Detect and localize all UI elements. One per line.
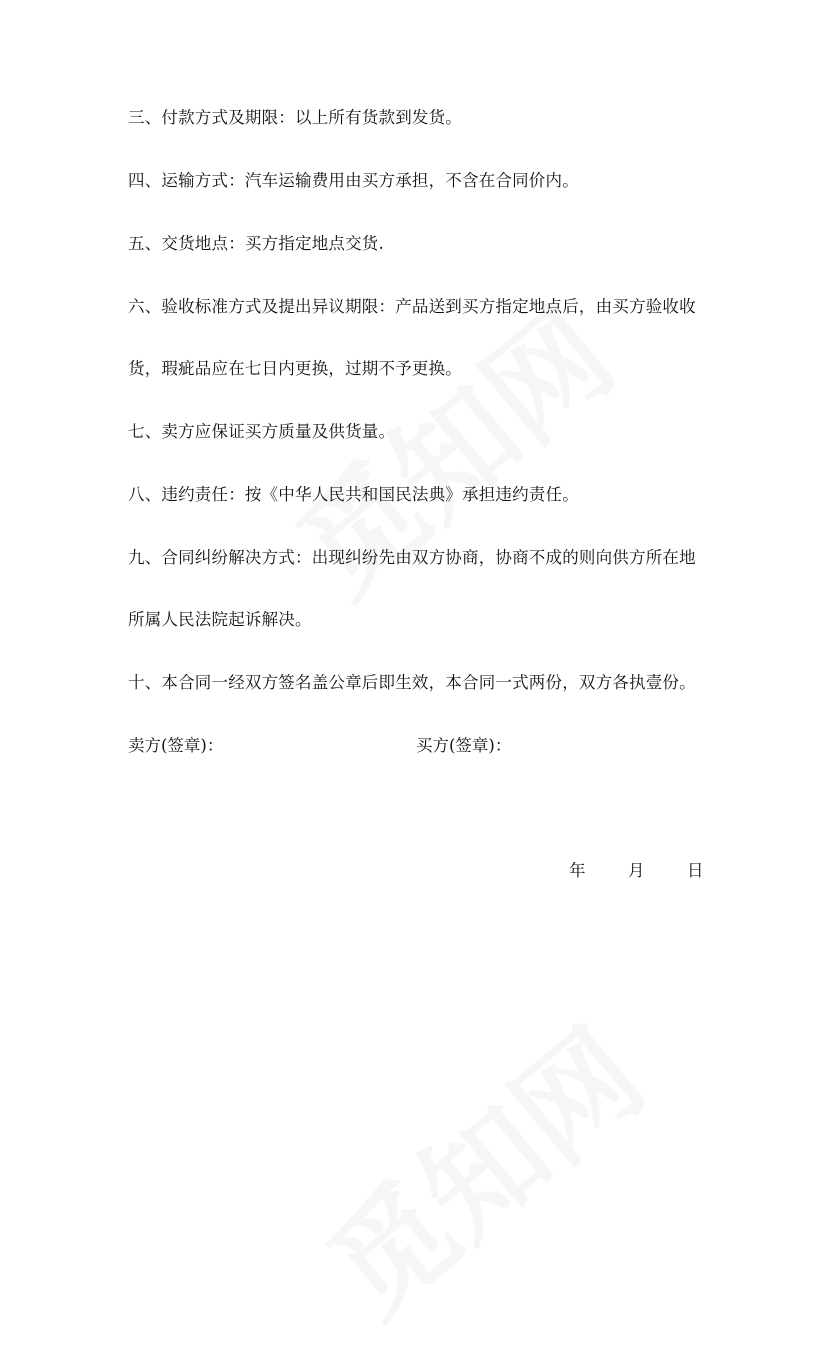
watermark <box>257 264 643 627</box>
clause-acceptance-line-2: 货，瑕疵品应在七日内更换，过期不予更换。 <box>128 359 462 378</box>
seller-signature-label: 卖方(签章)： <box>128 736 224 755</box>
clause-quality: 七、卖方应保证买方质量及供货量。 <box>128 422 396 441</box>
clause-effect: 十、本合同一经双方签名盖公章后即生效，本合同一式两份，双方各执壹份。 <box>128 673 696 692</box>
clause-transport: 四、运输方式：汽车运输费用由买方承担，不含在合同价内。 <box>128 171 579 190</box>
date-year-label: 年 <box>569 861 586 880</box>
date-day-label: 日 <box>687 861 704 880</box>
clause-delivery-place: 五、交货地点：买方指定地点交货. <box>128 234 384 253</box>
date-month-label: 月 <box>628 861 645 880</box>
clause-acceptance-line-1: 六、验收标准方式及提出异议期限：产品送到买方指定地点后，由买方验收收 <box>128 297 696 316</box>
watermark <box>287 984 673 1347</box>
clause-payment: 三、付款方式及期限：以上所有货款到发货。 <box>128 108 462 127</box>
buyer-signature-label: 买方(签章)： <box>416 736 512 755</box>
clause-dispute-line-2: 所属人民法院起诉解决。 <box>128 610 312 629</box>
clause-liability: 八、违约责任：按《中华人民共和国民法典》承担违约责任。 <box>128 485 579 504</box>
clause-dispute-line-1: 九、合同纠纷解决方式：出现纠纷先由双方协商，协商不成的则向供方所在地 <box>128 548 696 567</box>
